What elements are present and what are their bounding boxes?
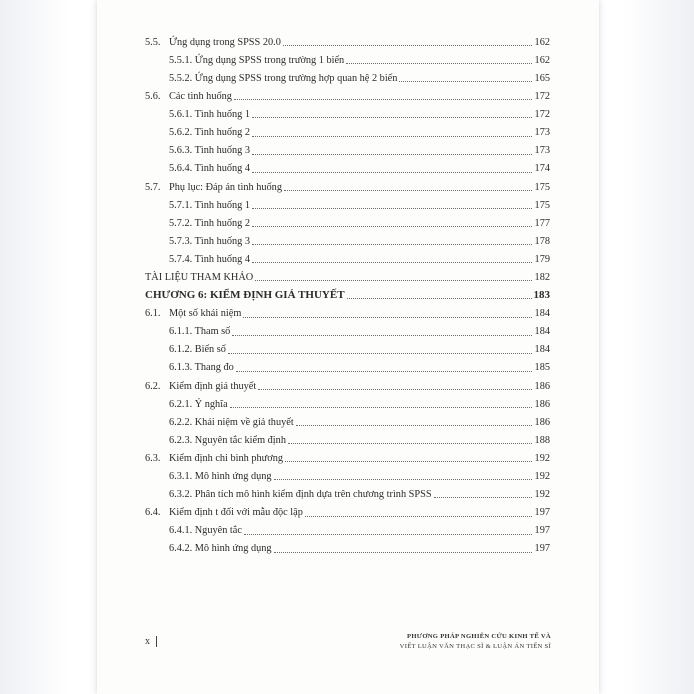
dot-leader (305, 515, 532, 517)
dot-leader (347, 297, 532, 299)
toc-entry-title (145, 273, 253, 283)
toc-entry-title (169, 345, 226, 355)
toc-entry-number: 6.1. (145, 308, 161, 320)
toc-entry-text: Một số khái niệm (169, 308, 242, 320)
toc-entry-number: 6.4.2. (169, 543, 193, 555)
dot-leader (252, 261, 532, 263)
toc-entry-title (169, 146, 250, 156)
dot-leader (288, 442, 532, 444)
toc-entry-text: Nguyên tắc (194, 525, 242, 537)
toc-entry-page: 184 (534, 308, 550, 320)
toc-entry-number: 6.1.3. (169, 362, 193, 374)
dot-leader (284, 189, 532, 191)
toc-entry-page: 186 (534, 398, 550, 410)
page-number-label: x (145, 636, 150, 647)
toc-entry-number: 6.4. (145, 507, 161, 519)
toc-entry-page: 173 (534, 127, 550, 139)
dot-leader (230, 406, 532, 408)
footer-title-line-2: VIẾT LUẬN VĂN THẠC SĨ & LUẬN ÁN TIẾN SĨ (399, 642, 551, 650)
toc-entry-text: Tham số (194, 326, 231, 338)
toc-entry-number: 5.6.1. (169, 109, 193, 121)
toc-entry-text: Biến số (194, 344, 226, 356)
toc-entry (145, 410, 550, 428)
toc-entry (145, 464, 550, 482)
toc-entry (145, 157, 550, 175)
toc-entry (145, 30, 550, 48)
toc-entry-title (169, 237, 250, 247)
footer-title-line-1: PHƯƠNG PHÁP NGHIÊN CỨU KINH TẾ VÀ (407, 633, 551, 640)
dot-leader (252, 243, 532, 245)
toc-entry-number: 5.7.4. (169, 253, 193, 265)
toc-entry (145, 175, 550, 193)
toc-entry-page: 185 (534, 362, 550, 374)
toc-entry (145, 283, 550, 301)
toc-entry-title (169, 255, 250, 265)
toc-entry-title (169, 219, 250, 229)
dot-leader (255, 279, 532, 281)
dot-leader (244, 533, 532, 535)
dot-leader (296, 424, 532, 426)
toc-entry-number: 6.4.1. (169, 525, 193, 537)
toc-entry-title (169, 544, 272, 554)
toc-entry-page: 192 (534, 452, 550, 464)
dot-leader (232, 334, 532, 336)
toc-entry-page: 197 (534, 543, 550, 555)
toc-entry-text: Tình huống 2 (194, 127, 251, 139)
toc-entry-number: 5.5. (145, 36, 161, 48)
toc-entry-page: 182 (534, 272, 550, 284)
dot-leader (252, 207, 532, 209)
toc-entry-number: 5.5.1. (169, 54, 193, 66)
toc-entry-text: Tình huống 3 (194, 235, 251, 247)
dot-leader (236, 370, 532, 372)
toc-entry (145, 139, 550, 157)
toc-entry-title (169, 56, 344, 66)
toc-entry-title (169, 110, 250, 120)
toc-entry-number: 6.2. (145, 380, 161, 392)
toc-entry-title (145, 92, 232, 102)
toc-entry (145, 84, 550, 102)
dot-leader (228, 352, 532, 354)
toc-entry-number: 5.6.2. (169, 127, 193, 139)
book-page (97, 0, 599, 694)
toc-entry-text: Thang đo (194, 362, 234, 374)
toc-entry-number: 5.6.3. (169, 145, 193, 157)
dot-leader (258, 388, 532, 390)
toc-entry-text: Phân tích mô hình kiểm định dựa trên chương trình SPSS (194, 489, 432, 501)
toc-entry-title (145, 38, 281, 48)
toc-entry-title (169, 74, 397, 84)
running-footer (400, 632, 551, 652)
toc-entry-page: 173 (534, 145, 550, 157)
toc-entry-page: 186 (534, 380, 550, 392)
toc-entry-number: 5.7.3. (169, 235, 193, 247)
toc-entry-text: Tình huống 1 (194, 109, 251, 121)
toc-entry-title (145, 382, 256, 392)
toc-entry-number: 6.2.1. (169, 398, 193, 410)
toc-entry-page: 172 (534, 91, 550, 103)
toc-entry-title (169, 418, 294, 428)
dot-leader (434, 496, 532, 498)
toc-entry-text: Ý nghĩa (194, 398, 228, 410)
toc-entry (145, 338, 550, 356)
toc-entry-text: Các tình huống (169, 91, 232, 103)
toc-entry-text: Tình huống 2 (194, 217, 251, 229)
toc-entry-text: Kiểm định t đối với mẫu độc lập (169, 507, 303, 519)
toc-entry-number: 5.6.4. (169, 163, 193, 175)
toc-entry (145, 229, 550, 247)
toc-entry-number: 6.2.3. (169, 434, 193, 446)
toc-entry-number: 6.1.2. (169, 344, 193, 356)
toc-entry-page: 184 (534, 326, 550, 338)
toc-entry-number: 6.3. (145, 452, 161, 464)
toc-entry-title (145, 454, 283, 464)
toc-entry-page: 162 (534, 54, 550, 66)
dot-leader (274, 478, 532, 480)
toc-entry-title (169, 327, 230, 337)
dot-leader (346, 62, 532, 64)
toc-entry-page: 175 (534, 181, 550, 193)
toc-entry-text: Khái niệm về giả thuyết (194, 416, 294, 428)
toc-entry (145, 120, 550, 138)
toc-entry-title (145, 290, 345, 301)
toc-entry-text: Mô hình ứng dụng (194, 543, 272, 555)
toc-entry-title (169, 201, 250, 211)
toc-entry-number: 5.6. (145, 91, 161, 103)
dot-leader (252, 171, 532, 173)
toc-entry-text: Tình huống 3 (194, 145, 251, 157)
toc-entry-page: 192 (534, 471, 550, 483)
toc-entry-text: Tình huống 1 (194, 199, 251, 211)
toc-entry-page: 177 (534, 217, 550, 229)
toc-entry-title (145, 183, 282, 193)
page-number-divider (156, 636, 157, 647)
toc-entry-page: 183 (533, 289, 550, 302)
dot-leader (274, 551, 532, 553)
toc-entry-title (169, 164, 250, 174)
toc-entry-text: Phụ lục: Đáp án tình huống (169, 181, 282, 193)
toc-entry-text: Tình huống 4 (194, 253, 251, 265)
toc-entry-title (169, 490, 432, 500)
toc-entry (145, 193, 550, 211)
toc-entry-text: Ứng dụng trong SPSS 20.0 (169, 36, 281, 48)
toc-entry-title (169, 400, 228, 410)
toc-entry-title (169, 526, 242, 536)
toc-entry-title (169, 436, 286, 446)
toc-entry-text: Mô hình ứng dụng (194, 471, 272, 483)
toc-entry-title (169, 363, 234, 373)
page-number (145, 636, 157, 647)
toc-entry-text: Ứng dụng SPSS trong trường hợp quan hệ 2 biến (194, 72, 398, 84)
toc-entry-page: 184 (534, 344, 550, 356)
dot-leader (252, 153, 532, 155)
toc-entry-number: 5.7. (145, 181, 161, 193)
dot-leader (234, 98, 532, 100)
toc-entry-number: 6.2.2. (169, 416, 193, 428)
dot-leader (399, 80, 532, 82)
toc-entry-text: Nguyên tắc kiểm định (194, 434, 286, 446)
toc-entry-text: Ứng dụng SPSS trong trường 1 biến (194, 54, 345, 66)
toc-entry (145, 537, 550, 555)
toc-entry (145, 102, 550, 120)
toc-entry (145, 48, 550, 66)
toc-entry-text: Kiểm định giả thuyết (169, 380, 257, 392)
toc-entry-text: Tình huống 4 (194, 163, 251, 175)
toc-entry (145, 320, 550, 338)
toc-entry-page: 162 (534, 36, 550, 48)
dot-leader (252, 135, 532, 137)
toc-entry (145, 446, 550, 464)
toc-entry-page: 197 (534, 525, 550, 537)
toc-entry (145, 211, 550, 229)
dot-leader (252, 116, 532, 118)
toc-entry-page: 175 (534, 199, 550, 211)
toc-entry (145, 482, 550, 500)
toc-entry-number: 6.3.2. (169, 489, 193, 501)
toc-entry-page: 179 (534, 253, 550, 265)
toc-entry-number: 5.5.2. (169, 72, 193, 84)
toc-entry (145, 519, 550, 537)
toc-entry-page: 165 (534, 72, 550, 84)
dot-leader (283, 44, 532, 46)
toc-entry-title (169, 472, 272, 482)
dot-leader (243, 316, 532, 318)
toc-entry-title (145, 309, 241, 319)
toc-entry-number: 5.7.1. (169, 199, 193, 211)
toc-entry-text: Kiểm định chi bình phương (169, 452, 283, 464)
toc-entry (145, 265, 550, 283)
toc-entry (145, 301, 550, 319)
toc-entry-title (169, 128, 250, 138)
toc-entry (145, 374, 550, 392)
toc-entry (145, 247, 550, 265)
toc-entry-page: 188 (534, 434, 550, 446)
toc-entry-page: 174 (534, 163, 550, 175)
toc-entry-page: 178 (534, 235, 550, 247)
toc-entry-page: 197 (534, 507, 550, 519)
toc-entry (145, 500, 550, 518)
toc-entry-page: 186 (534, 416, 550, 428)
toc-entry-page: 192 (534, 489, 550, 501)
toc-entry-text: TÀI LIỆU THAM KHẢO (145, 272, 254, 284)
toc-entry (145, 356, 550, 374)
toc-entry-title (145, 508, 303, 518)
dot-leader (252, 225, 532, 227)
toc-entry (145, 66, 550, 84)
toc-entry-text: CHƯƠNG 6: KIỂM ĐỊNH GIẢ THUYẾT (145, 289, 345, 302)
toc-entry-number: 6.1.1. (169, 326, 193, 338)
toc-entry-page: 172 (534, 109, 550, 121)
toc-entry (145, 392, 550, 410)
dot-leader (285, 460, 532, 462)
toc-entry-number: 5.7.2. (169, 217, 193, 229)
table-of-contents (145, 30, 550, 555)
toc-entry (145, 428, 550, 446)
toc-entry-number: 6.3.1. (169, 471, 193, 483)
